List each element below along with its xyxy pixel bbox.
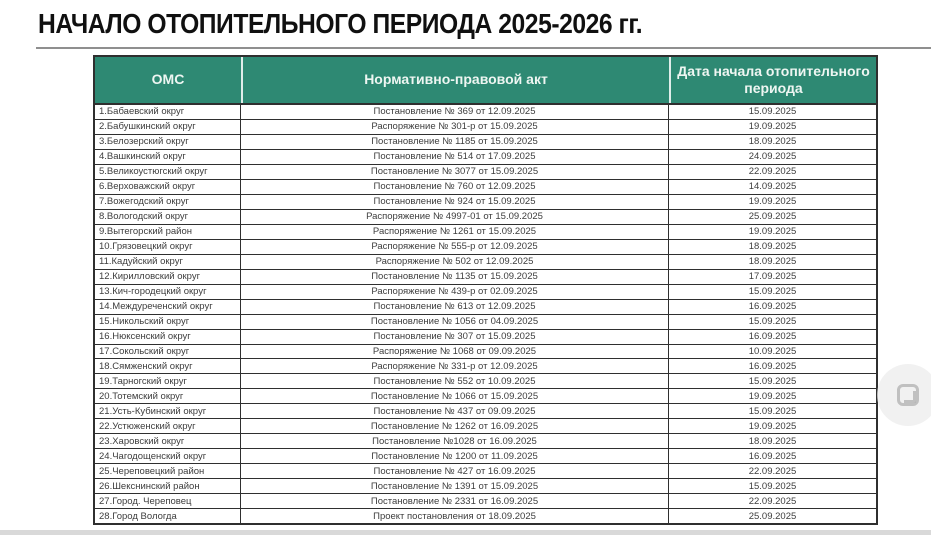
heating-period-table — [93, 55, 878, 525]
cell-oms: 7.Вожегодский округ — [95, 195, 241, 209]
cell-act: Постановление № 514 от 17.09.2025 — [241, 150, 669, 164]
cell-date: 19.09.2025 — [748, 226, 797, 238]
cell-act: Постановление № 1135 от 15.09.2025 — [241, 270, 669, 284]
tv-logo-watermark-icon — [877, 364, 931, 426]
cell-date: 15.09.2025 — [748, 480, 797, 492]
cell-oms: 6.Верховажский округ — [95, 180, 241, 194]
cell-oms: 1.Бабаевский округ — [95, 105, 241, 119]
cell-act: Постановление № 1185 от 15.09.2025 — [241, 135, 669, 149]
table-row — [95, 358, 876, 373]
cell-oms: 19.Тарногский округ — [95, 374, 241, 388]
cell-act: Постановление № 552 от 10.09.2025 — [241, 374, 669, 388]
cell-oms: 8.Вологодский округ — [95, 210, 241, 224]
table-row — [95, 508, 876, 523]
table-row — [95, 239, 876, 254]
cell-act: Проект постановления от 18.09.2025 — [241, 509, 669, 523]
cell-date: 18.09.2025 — [748, 136, 797, 148]
cell-date: 19.09.2025 — [748, 196, 797, 208]
cell-act: Постановление № 924 от 15.09.2025 — [241, 195, 669, 209]
table-row — [95, 463, 876, 478]
column-header-date: Дата начала отопительного периода — [669, 57, 876, 103]
cell-oms: 15.Никольский округ — [95, 315, 241, 329]
cell-oms: 11.Кадуйский округ — [95, 255, 241, 269]
table-row — [95, 119, 876, 134]
cell-date: 18.09.2025 — [748, 241, 797, 253]
cell-oms: 9.Вытегорский район — [95, 225, 241, 239]
cell-date: 25.09.2025 — [748, 211, 797, 223]
cell-date: 15.09.2025 — [748, 375, 797, 387]
table-row — [95, 344, 876, 359]
table-row — [95, 314, 876, 329]
cell-date: 16.09.2025 — [748, 301, 797, 313]
cell-oms: 25.Череповецкий район — [95, 464, 241, 478]
cell-oms: 22.Устюженский округ — [95, 419, 241, 433]
cell-act: Постановление № 437 от 09.09.2025 — [241, 404, 669, 418]
cell-oms: 27.Город. Череповец — [95, 494, 241, 508]
cell-act: Распоряжение № 301-р от 15.09.2025 — [241, 120, 669, 134]
cell-date: 10.09.2025 — [748, 345, 797, 357]
table-row — [95, 418, 876, 433]
cell-oms: 4.Вашкинский округ — [95, 150, 241, 164]
cell-act: Постановление № 2331 от 16.09.2025 — [241, 494, 669, 508]
cell-date: 25.09.2025 — [748, 510, 797, 522]
cell-act: Распоряжение № 331-р от 12.09.2025 — [241, 359, 669, 373]
cell-act: Распоряжение № 555-р от 12.09.2025 — [241, 240, 669, 254]
table-row — [95, 194, 876, 209]
page-title: НАЧАЛО ОТОПИТЕЛЬНОГО ПЕРИОДА 2025-2026 гг. — [38, 8, 643, 39]
cell-date: 16.09.2025 — [748, 331, 797, 343]
cell-oms: 5.Великоустюгский округ — [95, 165, 241, 179]
cell-date: 19.09.2025 — [748, 121, 797, 133]
table-body — [95, 105, 876, 523]
cell-date: 15.09.2025 — [748, 405, 797, 417]
cell-act: Постановление № 760 от 12.09.2025 — [241, 180, 669, 194]
cell-oms: 28.Город Вологда — [95, 509, 241, 523]
table-row — [95, 478, 876, 493]
cell-act: Распоряжение № 439-р от 02.09.2025 — [241, 285, 669, 299]
cell-oms: 21.Усть-Кубинский округ — [95, 404, 241, 418]
cell-oms: 14.Междуреченский округ — [95, 300, 241, 314]
table-row — [95, 329, 876, 344]
table-row — [95, 254, 876, 269]
cell-oms: 20.Тотемский округ — [95, 389, 241, 403]
cell-act: Распоряжение № 502 от 12.09.2025 — [241, 255, 669, 269]
cell-date: 18.09.2025 — [748, 256, 797, 268]
cell-date: 15.09.2025 — [748, 286, 797, 298]
cell-oms: 10.Грязовецкий округ — [95, 240, 241, 254]
cell-oms: 12.Кирилловский округ — [95, 270, 241, 284]
cell-act: Постановление № 1391 от 15.09.2025 — [241, 479, 669, 493]
table-row — [95, 388, 876, 403]
cell-oms: 17.Сокольский округ — [95, 345, 241, 359]
table-row — [95, 164, 876, 179]
title-underline-rule — [36, 47, 931, 49]
cell-date: 15.09.2025 — [748, 106, 797, 118]
bottom-edge-strip — [0, 530, 931, 535]
table-row — [95, 373, 876, 388]
cell-act: Постановление № 3077 от 15.09.2025 — [241, 165, 669, 179]
cell-date: 22.09.2025 — [748, 465, 797, 477]
table-row — [95, 403, 876, 418]
column-header-act: Нормативно-правовой акт — [241, 57, 669, 103]
table-row — [95, 269, 876, 284]
cell-oms: 26.Шекснинский район — [95, 479, 241, 493]
table-row — [95, 284, 876, 299]
cell-date: 22.09.2025 — [748, 166, 797, 178]
table-row — [95, 433, 876, 448]
table-row — [95, 179, 876, 194]
table-row — [95, 224, 876, 239]
cell-date: 14.09.2025 — [748, 181, 797, 193]
column-header-oms: ОМС — [151, 71, 185, 88]
cell-act: Распоряжение № 1068 от 09.09.2025 — [241, 345, 669, 359]
table-row — [95, 149, 876, 164]
cell-oms: 2.Бабушкинский округ — [95, 120, 241, 134]
cell-date: 17.09.2025 — [748, 271, 797, 283]
cell-date: 19.09.2025 — [748, 420, 797, 432]
table-row — [95, 299, 876, 314]
cell-act: Постановление № 427 от 16.09.2025 — [241, 464, 669, 478]
cell-date: 24.09.2025 — [748, 151, 797, 163]
cell-oms: 16.Нюксенский округ — [95, 330, 241, 344]
cell-act: Постановление № 307 от 15.09.2025 — [241, 330, 669, 344]
table-row — [95, 448, 876, 463]
table-row — [95, 493, 876, 508]
cell-act: Распоряжение № 4997-01 от 15.09.2025 — [241, 210, 669, 224]
cell-date: 16.09.2025 — [748, 360, 797, 372]
tv-logo-glyph-icon — [897, 384, 919, 406]
cell-act: Распоряжение № 1261 от 15.09.2025 — [241, 225, 669, 239]
cell-oms: 3.Белозерский округ — [95, 135, 241, 149]
cell-oms: 18.Сямженский округ — [95, 359, 241, 373]
cell-oms: 24.Чагодощенский округ — [95, 449, 241, 463]
cell-act: Постановление № 1056 от 04.09.2025 — [241, 315, 669, 329]
cell-date: 16.09.2025 — [748, 450, 797, 462]
cell-act: Постановление № 369 от 12.09.2025 — [241, 105, 669, 119]
cell-date: 18.09.2025 — [748, 435, 797, 447]
cell-act: Постановление № 1066 от 15.09.2025 — [241, 389, 669, 403]
cell-act: Постановление № 613 от 12.09.2025 — [241, 300, 669, 314]
cell-oms: 13.Кич-городецкий округ — [95, 285, 241, 299]
cell-act: Постановление №1028 от 16.09.2025 — [241, 434, 669, 448]
cell-oms: 23.Харовский округ — [95, 434, 241, 448]
cell-date: 19.09.2025 — [748, 390, 797, 402]
table-row — [95, 134, 876, 149]
cell-date: 22.09.2025 — [748, 495, 797, 507]
table-row — [95, 209, 876, 224]
cell-date: 15.09.2025 — [748, 316, 797, 328]
table-row — [95, 105, 876, 119]
table-header-row — [95, 57, 876, 105]
cell-act: Постановление № 1262 от 16.09.2025 — [241, 419, 669, 433]
cell-act: Постановление № 1200 от 11.09.2025 — [241, 449, 669, 463]
